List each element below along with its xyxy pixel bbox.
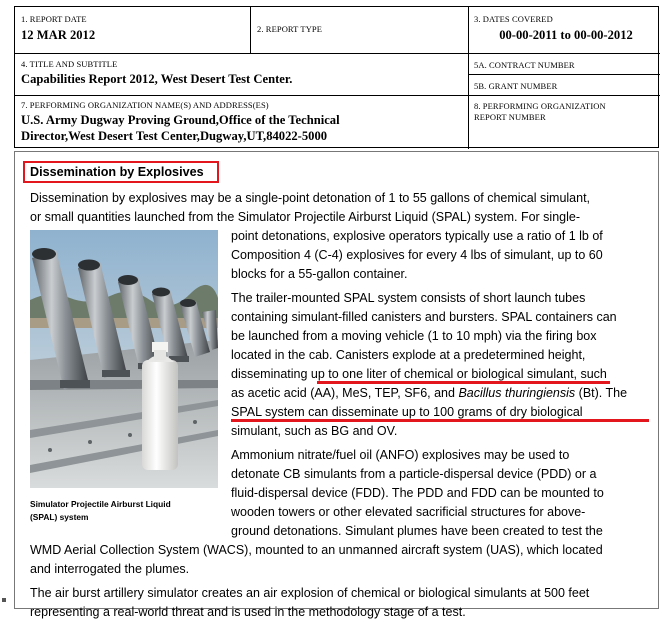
perf-report-number-cell: [474, 101, 606, 123]
paragraph-1-line: or small quantities launched from the Simulator Projectile Airburst Liquid (SPAL) system. For single-: [30, 210, 580, 224]
organization-line-2: Director,West Desert Test Center,Dugway,UT,84022-5000: [21, 129, 328, 143]
report-date-cell: [21, 14, 95, 43]
paragraph-4-line: representing a real-world threat and is used in the methodology stage of a test.: [30, 605, 466, 619]
paragraph-2-line: The trailer-mounted SPAL system consists of short launch tubes: [231, 291, 586, 305]
photo-caption-line-2: (SPAL) system: [30, 512, 89, 522]
perf-report-number-label-2: REPORT NUMBER: [474, 112, 546, 122]
highlight-underline: [231, 419, 649, 422]
paragraph-2-line: SPAL system can disseminate up to 100 grams of dry biological: [231, 405, 583, 419]
title-cell: [21, 59, 292, 87]
dates-covered-value: 00-00-2011 to 00-00-2012: [499, 28, 633, 42]
organization-label: 7. PERFORMING ORGANIZATION NAME(S) AND ADDRESS(ES): [21, 100, 269, 110]
perf-report-number-label: 8. PERFORMING ORGANIZATION: [474, 101, 606, 111]
paragraph-1-line: Dissemination by explosives may be a single-point detonation of 1 to 55 gallons of chemical simulant,: [30, 191, 591, 205]
content-panel: [14, 151, 659, 619]
paragraph-3-line: WMD Aerial Collection System (WACS), mounted to an unmanned aircraft system (UAS), which located: [30, 543, 603, 557]
organization-cell: [21, 100, 340, 144]
page-corner-mark: [2, 598, 6, 602]
divider: [15, 95, 660, 96]
paragraph-2-italic: Bacillus thuringiensis: [458, 386, 576, 400]
grant-number-label: 5B. GRANT NUMBER: [474, 81, 558, 91]
paragraph-2-line: simulant, such as BG and OV.: [231, 424, 398, 438]
report-documentation-form: [14, 6, 659, 148]
paragraph-3-line: detonate CB simulants from a particle-dispersal device (PDD) or a: [231, 467, 597, 481]
section-heading: Dissemination by Explosives: [23, 161, 219, 183]
photo-caption: [30, 498, 230, 524]
divider: [15, 53, 660, 54]
title-value: Capabilities Report 2012, West Desert Test Center.: [21, 72, 293, 86]
paragraph-2-segment: as acetic acid (AA), MeS, TEP, SF6, and: [231, 386, 455, 400]
paragraph-3-line: Ammonium nitrate/fuel oil (ANFO) explosives may be used to: [231, 448, 570, 462]
report-date-label: 1. REPORT DATE: [21, 14, 87, 24]
dates-covered-label: 3. DATES COVERED: [474, 14, 553, 24]
paragraph-2-line: located in the cab. Canisters explode at a predetermined height,: [231, 348, 586, 362]
report-date-value: 12 MAR 2012: [21, 28, 96, 42]
paragraph-1-line: point detonations, explosive operators typically use a ratio of 1 lb of: [231, 229, 603, 243]
divider: [468, 7, 469, 149]
paragraph-1-line: Composition 4 (C-4) explosives for every 4 lbs of simulant, up to 60: [231, 248, 603, 262]
report-type-label: 2. REPORT TYPE: [257, 24, 323, 34]
report-type-cell: [257, 24, 322, 34]
paragraph-3-line: wooden towers or other elevated sacrificial structures for above-: [231, 505, 586, 519]
divider: [250, 7, 251, 53]
paragraph-2-segment: (Bt). The: [578, 386, 628, 400]
divider: [468, 74, 660, 75]
paragraph-3-line: and interrogated the plumes.: [30, 562, 190, 576]
paragraph-2-line: be launched from a moving vehicle (1 to 10 mph) via the firing box: [231, 329, 597, 343]
photo-caption-line-1: Simulator Projectile Airburst Liquid: [30, 499, 171, 509]
paragraph-3-line: fluid-dispersal device (FDD). The PDD and FDD can be mounted to: [231, 486, 604, 500]
paragraph-2-line: [231, 384, 627, 403]
spal-system-photo: [30, 230, 218, 488]
title-label: 4. TITLE AND SUBTITLE: [21, 59, 118, 69]
paragraph-1-line: blocks for a 55-gallon container.: [231, 267, 408, 281]
paragraph-3-line: ground detonations. Simulant plumes have been created to test the: [231, 524, 603, 538]
organization-line-1: U.S. Army Dugway Proving Ground,Office of the Technical: [21, 113, 340, 127]
dates-covered-cell: [474, 14, 658, 43]
highlight-underline: [317, 381, 610, 384]
paragraph-2-line: containing simulant-filled canisters and bursters. SPAL containers can: [231, 310, 617, 324]
contract-number-label: 5A. CONTRACT NUMBER: [474, 60, 575, 70]
paragraph-2-line: disseminating up to one liter of chemical or biological simulant, such: [231, 367, 607, 381]
paragraph-4-line: The air burst artillery simulator creates an air explosion of chemical or biological simulants at 500 feet: [30, 586, 590, 600]
